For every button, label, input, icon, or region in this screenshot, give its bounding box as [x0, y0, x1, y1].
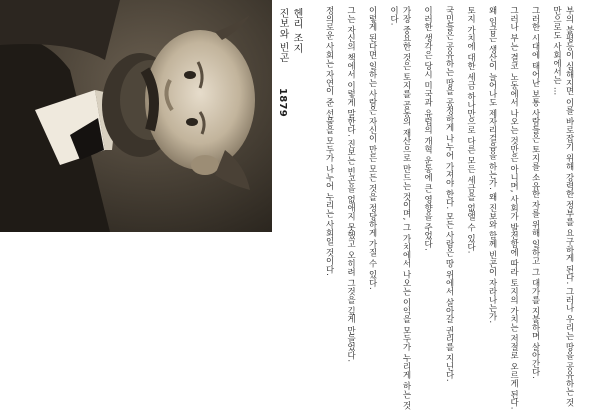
paragraph: 토지 가치에 대한 세금 하나만으로 다른 모든 세금을 없앨 수 있다.	[466, 6, 477, 254]
paragraph: 그는 자신의 책에서 이렇게 말한다. 진보는 빈곤을 없애지 못했고 오히려 그것을 깊게 만들었다.	[346, 6, 357, 363]
caption-book: 진보와 빈곤	[277, 8, 288, 63]
caption-year: 1879	[277, 88, 288, 118]
paragraph: 왜 임금은 생산이 늘어나도 제자리걸음을 하는가. 왜 진보와 함께 빈곤이 자라나는가.	[488, 6, 498, 324]
paragraph: 이러한 생각은 당시 미국과 유럽의 개혁 운동에 큰 영향을 주었다.	[423, 6, 434, 251]
portrait-illustration	[0, 0, 272, 232]
paragraph: 정의로운 사회는 자연이 준 선물을 모두가 나누어 누리는 사회일 것이다.	[325, 6, 335, 276]
paragraph: 이렇게 된다면 일하는 사람은 자신이 만든 모든 것을 정당하게 가질 수 있다.	[368, 6, 378, 290]
paragraph: 가장 중요한 것은 토지를 공동의 재산으로 만드는 것이며, 그 가치에서 나오는 이익을 모두가 누리게 하는 것이다.	[389, 6, 412, 410]
paragraph: 부의 불평등이 심해지면 이를 바로잡기 위해 강력한 정부를 요구하게 된다. 그러나 우리는 땅을 공유하는 것만으로도 사회에서는 …	[552, 6, 575, 407]
caption-book-year	[275, 8, 290, 118]
paragraph: 그러나 부는 결코 노동에서 나오는 것만은 아니며, 사회가 발전함에 따라 토지의 가치는 저절로 오르게 된다.	[509, 6, 520, 410]
portrait-photo	[0, 0, 272, 232]
paragraph: 그러한 시대에 태어난 보통 사람들은 토지를 소유한 자를 위해 일하고 그 대가를 지불하며 살아간다.	[531, 6, 541, 379]
caption-name: 헨리 조지	[291, 8, 302, 54]
body-text	[315, 6, 577, 411]
paragraph: 국민들은 공유하는 땅을 공정하게 나누어 가져야 한다. 모든 사람은 땅 위에서 살아갈 권리를 지닌다.	[445, 6, 455, 382]
